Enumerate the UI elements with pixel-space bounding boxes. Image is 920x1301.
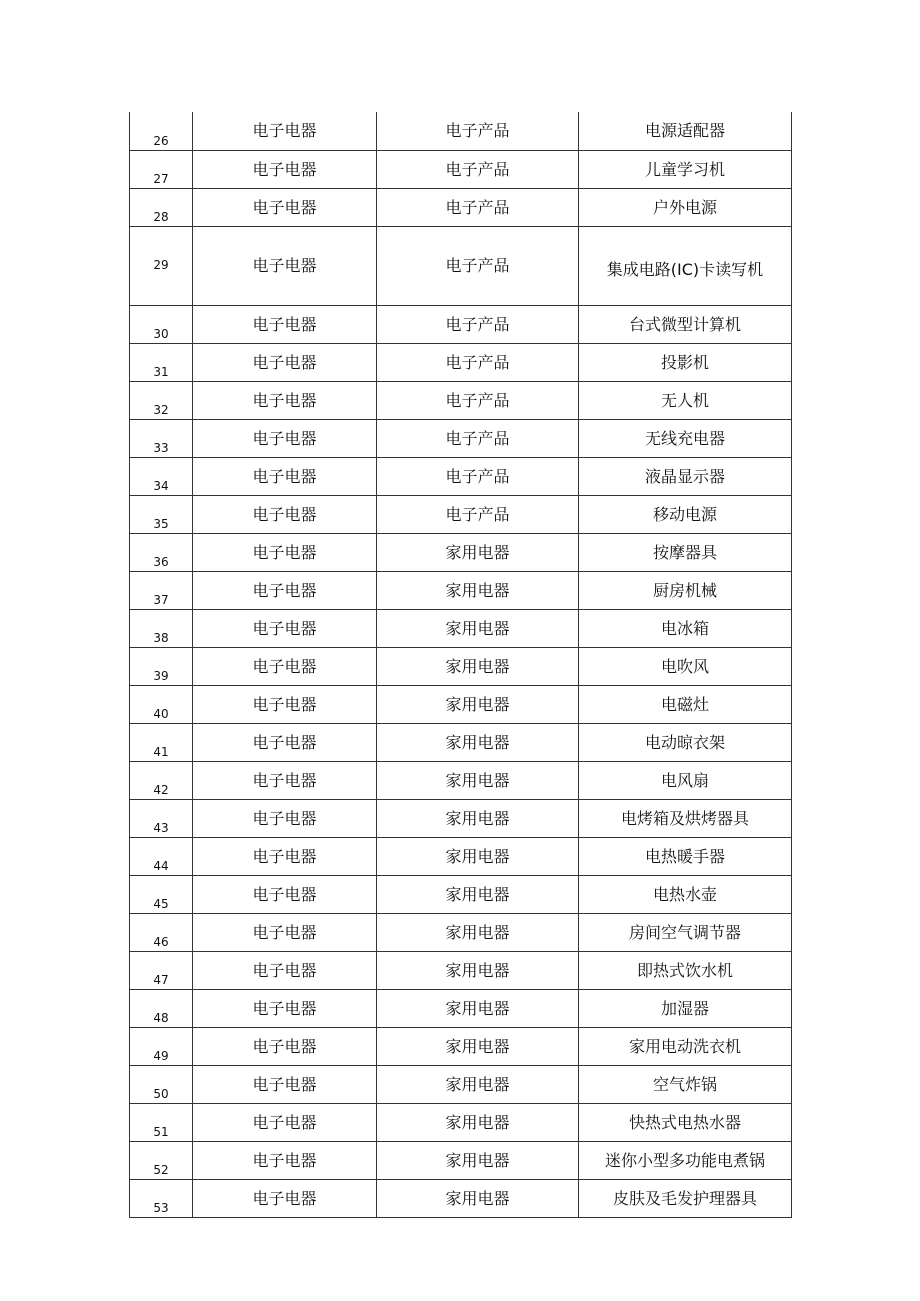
category-cell: 电子电器 <box>193 151 377 189</box>
table-row <box>130 306 792 344</box>
row-number: 27 <box>130 151 193 189</box>
subcategory-cell: 家用电器 <box>377 534 579 572</box>
row-number: 39 <box>130 648 193 686</box>
table-row <box>130 762 792 800</box>
row-number: 31 <box>130 344 193 382</box>
subcategory-cell: 电子产品 <box>377 458 579 496</box>
product-name-cell: 儿童学习机 <box>579 151 792 189</box>
row-number: 47 <box>130 952 193 990</box>
subcategory-cell: 家用电器 <box>377 952 579 990</box>
row-number: 29 <box>130 227 193 306</box>
category-cell: 电子电器 <box>193 534 377 572</box>
row-number: 40 <box>130 686 193 724</box>
product-name-cell: 家用电动洗衣机 <box>579 1028 792 1066</box>
table-row <box>130 112 792 151</box>
product-name-cell: 电热水壶 <box>579 876 792 914</box>
product-name-cell: 迷你小型多功能电煮锅 <box>579 1142 792 1180</box>
subcategory-cell: 电子产品 <box>377 382 579 420</box>
subcategory-cell: 家用电器 <box>377 990 579 1028</box>
subcategory-cell: 家用电器 <box>377 914 579 952</box>
category-cell: 电子电器 <box>193 572 377 610</box>
category-cell: 电子电器 <box>193 610 377 648</box>
category-cell: 电子电器 <box>193 876 377 914</box>
table-row <box>130 1142 792 1180</box>
table-row <box>130 534 792 572</box>
table-row <box>130 800 792 838</box>
row-number: 42 <box>130 762 193 800</box>
product-name-cell: 按摩器具 <box>579 534 792 572</box>
category-cell: 电子电器 <box>193 686 377 724</box>
product-name-cell: 台式微型计算机 <box>579 306 792 344</box>
row-number: 50 <box>130 1066 193 1104</box>
row-number: 46 <box>130 914 193 952</box>
product-name-cell: 无线充电器 <box>579 420 792 458</box>
product-name-cell: 电烤箱及烘烤器具 <box>579 800 792 838</box>
product-name-cell: 加湿器 <box>579 990 792 1028</box>
table-row <box>130 496 792 534</box>
table-row <box>130 1104 792 1142</box>
category-cell: 电子电器 <box>193 1180 377 1218</box>
category-cell: 电子电器 <box>193 952 377 990</box>
row-number: 38 <box>130 610 193 648</box>
category-cell: 电子电器 <box>193 496 377 534</box>
subcategory-cell: 家用电器 <box>377 610 579 648</box>
row-number: 28 <box>130 189 193 227</box>
product-name-cell: 液晶显示器 <box>579 458 792 496</box>
table-row <box>130 1028 792 1066</box>
category-cell: 电子电器 <box>193 227 377 306</box>
subcategory-cell: 电子产品 <box>377 189 579 227</box>
subcategory-cell: 电子产品 <box>377 306 579 344</box>
category-cell: 电子电器 <box>193 306 377 344</box>
row-number: 33 <box>130 420 193 458</box>
category-cell: 电子电器 <box>193 838 377 876</box>
row-number: 30 <box>130 306 193 344</box>
table-row <box>130 648 792 686</box>
row-number: 48 <box>130 990 193 1028</box>
product-name-cell: 空气炸锅 <box>579 1066 792 1104</box>
category-cell: 电子电器 <box>193 762 377 800</box>
subcategory-cell: 家用电器 <box>377 876 579 914</box>
row-number: 45 <box>130 876 193 914</box>
table-row <box>130 610 792 648</box>
table-row <box>130 458 792 496</box>
subcategory-cell: 家用电器 <box>377 1180 579 1218</box>
table-row <box>130 151 792 189</box>
category-cell: 电子电器 <box>193 1142 377 1180</box>
subcategory-cell: 家用电器 <box>377 762 579 800</box>
product-name-text: 集成电路(IC)卡读写机 <box>606 260 764 279</box>
table-row <box>130 724 792 762</box>
subcategory-cell: 电子产品 <box>377 496 579 534</box>
row-number: 43 <box>130 800 193 838</box>
subcategory-cell: 电子产品 <box>377 344 579 382</box>
product-name-cell: 即热式饮水机 <box>579 952 792 990</box>
subcategory-cell: 电子产品 <box>377 227 579 306</box>
product-name-cell: 电源适配器 <box>579 112 792 151</box>
subcategory-cell: 家用电器 <box>377 800 579 838</box>
category-cell: 电子电器 <box>193 1066 377 1104</box>
table-row <box>130 1066 792 1104</box>
row-number: 34 <box>130 458 193 496</box>
product-name-cell <box>579 227 792 306</box>
product-name-cell: 电热暖手器 <box>579 838 792 876</box>
product-name-cell: 厨房机械 <box>579 572 792 610</box>
category-cell: 电子电器 <box>193 458 377 496</box>
product-name-cell: 投影机 <box>579 344 792 382</box>
product-name-cell: 快热式电热水器 <box>579 1104 792 1142</box>
category-cell: 电子电器 <box>193 1028 377 1066</box>
table-row <box>130 990 792 1028</box>
table-row <box>130 227 792 306</box>
category-cell: 电子电器 <box>193 1104 377 1142</box>
subcategory-cell: 电子产品 <box>377 420 579 458</box>
product-name-cell: 电冰箱 <box>579 610 792 648</box>
product-name-cell: 移动电源 <box>579 496 792 534</box>
category-cell: 电子电器 <box>193 800 377 838</box>
table-row <box>130 572 792 610</box>
subcategory-cell: 家用电器 <box>377 572 579 610</box>
product-name-cell: 电吹风 <box>579 648 792 686</box>
table-body <box>130 112 792 1218</box>
category-cell: 电子电器 <box>193 990 377 1028</box>
subcategory-cell: 家用电器 <box>377 1104 579 1142</box>
product-name-cell: 皮肤及毛发护理器具 <box>579 1180 792 1218</box>
row-number: 49 <box>130 1028 193 1066</box>
subcategory-cell: 家用电器 <box>377 1142 579 1180</box>
category-cell: 电子电器 <box>193 189 377 227</box>
table-row <box>130 686 792 724</box>
table-row <box>130 838 792 876</box>
table-row <box>130 189 792 227</box>
table-row <box>130 876 792 914</box>
category-cell: 电子电器 <box>193 724 377 762</box>
subcategory-cell: 电子产品 <box>377 151 579 189</box>
row-number: 37 <box>130 572 193 610</box>
row-number: 44 <box>130 838 193 876</box>
product-name-cell: 房间空气调节器 <box>579 914 792 952</box>
product-name-cell: 电动晾衣架 <box>579 724 792 762</box>
subcategory-cell: 家用电器 <box>377 648 579 686</box>
table-row <box>130 1180 792 1218</box>
subcategory-cell: 家用电器 <box>377 686 579 724</box>
row-number: 52 <box>130 1142 193 1180</box>
row-number: 32 <box>130 382 193 420</box>
row-number: 53 <box>130 1180 193 1218</box>
subcategory-cell: 家用电器 <box>377 724 579 762</box>
category-cell: 电子电器 <box>193 420 377 458</box>
table-row <box>130 914 792 952</box>
row-number: 26 <box>130 112 193 151</box>
category-cell: 电子电器 <box>193 382 377 420</box>
product-table <box>129 112 792 1218</box>
table-row <box>130 952 792 990</box>
category-cell: 电子电器 <box>193 914 377 952</box>
table-row <box>130 344 792 382</box>
subcategory-cell: 家用电器 <box>377 1066 579 1104</box>
row-number: 51 <box>130 1104 193 1142</box>
row-number: 35 <box>130 496 193 534</box>
subcategory-cell: 家用电器 <box>377 1028 579 1066</box>
subcategory-cell: 家用电器 <box>377 838 579 876</box>
product-name-cell: 电风扇 <box>579 762 792 800</box>
product-name-cell: 电磁灶 <box>579 686 792 724</box>
category-cell: 电子电器 <box>193 344 377 382</box>
row-number: 41 <box>130 724 193 762</box>
product-name-cell: 户外电源 <box>579 189 792 227</box>
table-row <box>130 420 792 458</box>
product-name-cell: 无人机 <box>579 382 792 420</box>
row-number: 36 <box>130 534 193 572</box>
category-cell: 电子电器 <box>193 648 377 686</box>
category-cell: 电子电器 <box>193 112 377 151</box>
subcategory-cell: 电子产品 <box>377 112 579 151</box>
table-row <box>130 382 792 420</box>
